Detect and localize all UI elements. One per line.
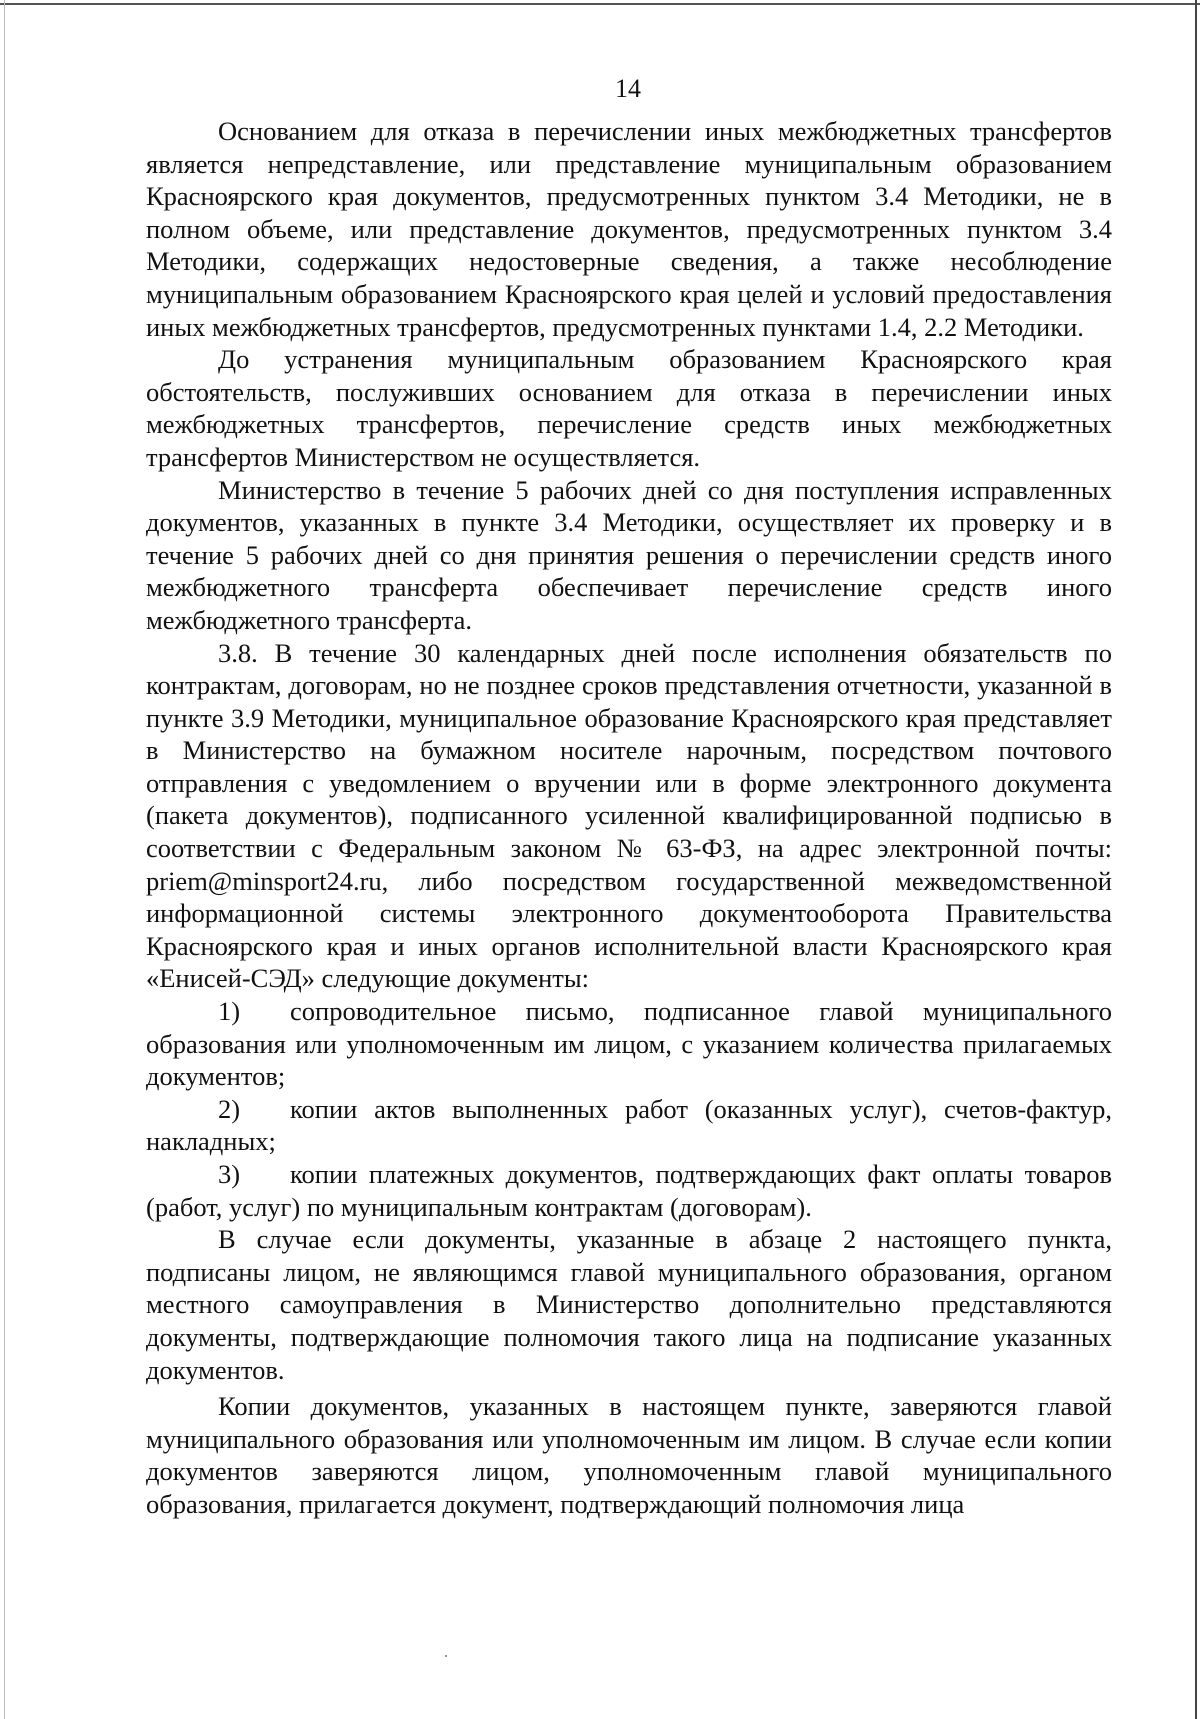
scan-border-right bbox=[1195, 0, 1197, 1719]
document-body bbox=[146, 115, 1112, 1521]
list-item bbox=[146, 1093, 1112, 1158]
list-item-text: сопроводительное письмо, подписанное главой муниципального образования или уполномоченным им лицом, с указанием количества прилагаемых документов; bbox=[146, 996, 1112, 1092]
list-item-text: копии платежных документов, подтверждающих факт оплаты товаров (работ, услуг) по муниципальным контрактам (договорам). bbox=[146, 1159, 1112, 1222]
paragraph-until-elimination: До устранения муниципальным образованием Красноярского края обстоятельств, послуживших основанием для отказа в перечислении иных межбюджетных трансфертов, перечисление средств иных межбюджетных трансфертов Министерством не осуществляется. bbox=[146, 344, 1112, 472]
scan-border-top bbox=[0, 3, 1200, 5]
paragraph-copies-certification: Копии документов, указанных в настоящем пункте, заверяются главой муниципального образования или уполномоченным им лицом. В случае если копии документов заверяются лицом, уполномоченным главой муниципального образования, прилагается документ, подтверждающий полномочия лица bbox=[146, 1391, 1112, 1519]
list-item bbox=[146, 1158, 1112, 1223]
paragraph-3-8: 3.8. В течение 30 календарных дней после исполнения обязательств по контрактам, договорам, но не позднее сроков представления отчетности, указанной в пункте 3.9 Методики, муниципальное образование Красноярского края представляет в Министерство на бумажном носителе нарочным, посредством почтового отправления с уведомлением о вручении или в форме электронного документа (пакета документов), подписанного усиленной квалифицированной подписью в соответствии с Федеральным законом № 63-ФЗ, на адрес электронной почты: priem@minsport24.ru, либо посредством государственной межведомственной информационной системы электронного документооборота Правительства Красноярского края и иных органов исполнительной власти Красноярского края «Енисей-СЭД» следующие документы: bbox=[146, 637, 1112, 994]
paragraph-signatory-authority: В случае если документы, указанные в абзаце 2 настоящего пункта, подписаны лицом, не являющимся главой муниципального образования, органом местного самоуправления в Министерство дополнительно представляются документы, подтверждающие полномочия такого лица на подписание указанных документов. bbox=[146, 1224, 1112, 1385]
paragraph-refusal-grounds: Основанием для отказа в перечислении иных межбюджетных трансфертов является непредставление, или представление муниципальным образованием Красноярского края документов, предусмотренных пунктом 3.4 Методики, не в полном объеме, или представление документов, предусмотренных пунктом 3.4 Методики, содержащих недостоверные сведения, а также несоблюдение муниципальным образованием Красноярского края целей и условий предоставления иных межбюджетных трансфертов, предусмотренных пунктами 1.4, 2.2 Методики. bbox=[146, 116, 1112, 342]
paragraph-ministry-review: Министерство в течение 5 рабочих дней со дня поступления исправленных документов, указанных в пункте 3.4 Методики, осуществляет их проверку и в течение 5 рабочих дней со дня принятия решения о перечислении средств иного межбюджетного трансферта обеспечивает перечисление средств иного межбюджетного трансферта. bbox=[146, 474, 1112, 635]
list-item-number: 2) bbox=[218, 1093, 241, 1124]
list-item-text: копии актов выполненных работ (оказанных услуг), счетов-фактур, накладных; bbox=[146, 1093, 1112, 1157]
scan-border-left bbox=[4, 0, 5, 1719]
page-number: 14 bbox=[615, 74, 641, 103]
scan-speck bbox=[445, 1655, 447, 1657]
list-item-number: 3) bbox=[218, 1159, 241, 1189]
list-item-number: 1) bbox=[218, 996, 241, 1027]
list-item bbox=[146, 995, 1112, 1093]
